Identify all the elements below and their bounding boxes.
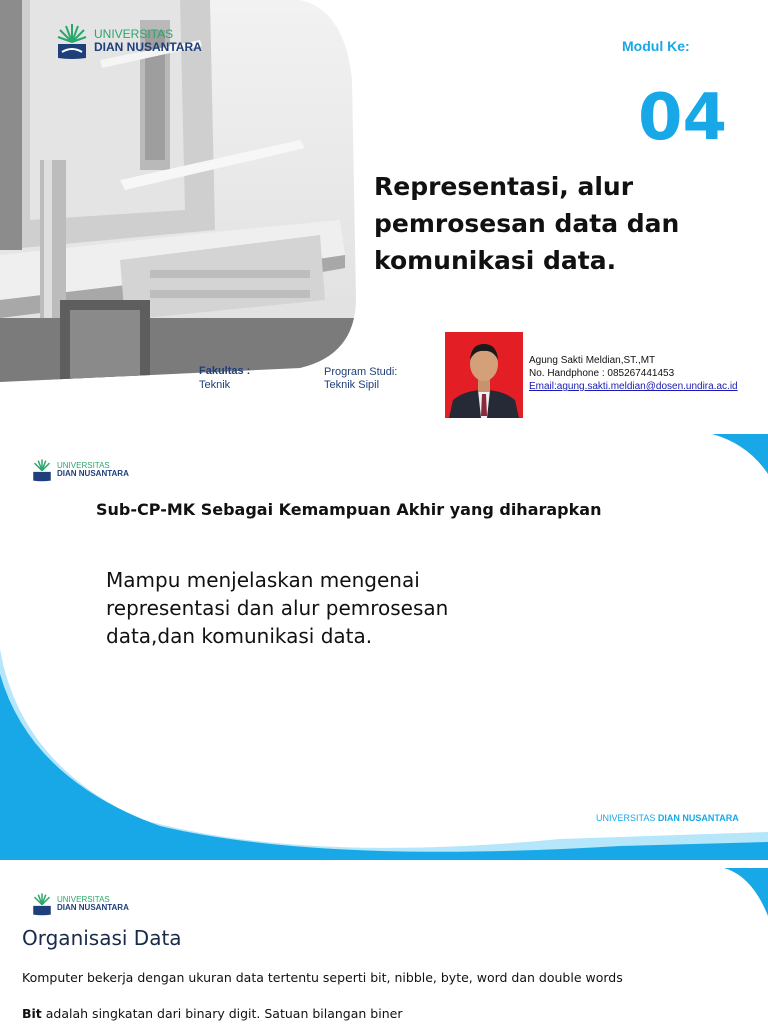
- university-emblem-icon: [56, 22, 88, 60]
- program-block: [324, 366, 397, 392]
- faculty-value: Teknik: [199, 379, 231, 391]
- author-phone: No. Handphone : 085267441453: [529, 368, 675, 379]
- university-logo: [32, 892, 129, 916]
- program-label: Program Studi:: [324, 366, 398, 378]
- bit-text: adalah singkatan dari binary digit. Satuan bilangan biner: [41, 1006, 403, 1021]
- bit-term: Bit: [22, 1006, 42, 1021]
- university-logo: [32, 458, 129, 482]
- author-name: Agung Sakti Meldian,ST.,MT: [529, 355, 656, 366]
- author-photo: [445, 332, 523, 418]
- objective-text: [106, 566, 448, 650]
- cover-title-line: pemrosesan data dan: [374, 209, 680, 238]
- slide-title: Organisasi Data: [22, 926, 182, 950]
- cover-title-line: Representasi, alur: [374, 172, 634, 201]
- footer-brand-prefix: UNIVERSITAS: [596, 813, 656, 823]
- footer-brand: [596, 813, 739, 823]
- faculty-label: Fakultas :: [199, 365, 251, 377]
- program-value: Teknik Sipil: [324, 379, 380, 391]
- objective-line: data,dan komunikasi data.: [106, 624, 373, 648]
- module-number: 04: [638, 81, 728, 155]
- cover-title: [374, 168, 679, 279]
- author-info: [529, 354, 738, 393]
- organisasi-data-slide: [0, 868, 768, 1024]
- logo-line1: UNIVERSITAS: [94, 27, 174, 42]
- cover-title-line: komunikasi data.: [374, 246, 617, 275]
- bit-definition: [22, 1006, 402, 1021]
- author-email-link[interactable]: Email:agung.sakti.meldian@dosen.undira.ac.id: [529, 381, 738, 392]
- footer-brand-name: DIAN NUSANTARA: [657, 813, 739, 823]
- logo-line2: DIAN NUSANTARA: [57, 469, 129, 478]
- logo-line1: UNIVERSITAS: [57, 460, 110, 470]
- slide-gap: [0, 426, 768, 434]
- university-emblem-icon: [32, 458, 52, 482]
- slide-heading: Sub-CP-MK Sebagai Kemampuan Akhir yang diharapkan: [96, 500, 602, 519]
- logo-line1: UNIVERSITAS: [57, 894, 110, 904]
- slide-body-line: Komputer bekerja dengan ukuran data tertentu seperti bit, nibble, byte, word dan double words: [22, 970, 623, 985]
- faculty-block: [199, 364, 250, 392]
- cover-slide: [0, 0, 768, 426]
- objective-slide: [0, 434, 768, 860]
- logo-line2: DIAN NUSANTARA: [57, 903, 129, 912]
- objective-line: representasi dan alur pemrosesan: [106, 596, 449, 620]
- objective-line: Mampu menjelaskan mengenai: [106, 568, 420, 592]
- logo-line2: DIAN NUSANTARA: [94, 40, 202, 54]
- university-logo: [56, 22, 202, 60]
- building-photo: [0, 0, 370, 426]
- module-label: Modul Ke:: [622, 38, 690, 54]
- university-emblem-icon: [32, 892, 52, 916]
